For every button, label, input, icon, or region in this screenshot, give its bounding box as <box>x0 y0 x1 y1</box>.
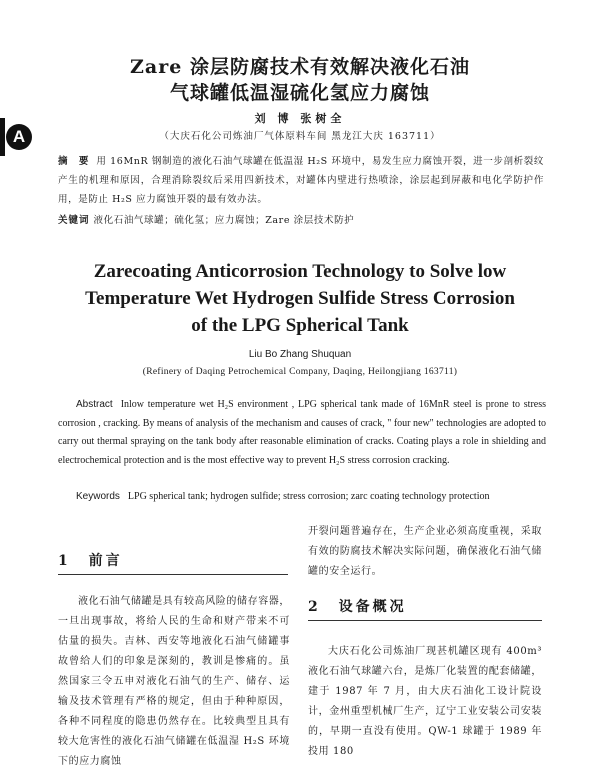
en-keywords-label: Keywords <box>76 491 120 502</box>
en-affiliation: (Refinery of Daqing Petrochemical Company, Daqing, Heilongjiang 163711) <box>142 367 458 377</box>
section-1-heading <box>58 550 123 570</box>
en-abstract-label: Abstract <box>76 399 113 410</box>
en-abstract-text: Inlow temperature wet H₂S environment , LPG spherical tank made of 16MnR steel is prone to stress corrosion , cracking. By means of analysis of the mechanism and causes of crack, " four new" technologies are adopted to carry out thermal spraying on the tank body after reasonable elimination of cracks. Coating plays a role in shielding and electrochemical protection and is the most effective way to prevent H₂S stress corrosion cracking. <box>58 399 546 466</box>
en-keywords <box>58 488 546 507</box>
cn-authors: 刘 博 张树全 <box>254 112 346 125</box>
cn-abstract <box>58 152 544 209</box>
section-2-rule <box>308 620 542 621</box>
cn-title-line1: Zare 涂层防腐技术有效解决液化石油 <box>130 56 470 78</box>
section-2-heading <box>308 596 407 616</box>
en-title-line1: Zarecoating Anticorrosion Technology to Solve low <box>93 261 507 282</box>
section-1-number: 1 <box>58 553 71 569</box>
cn-abstract-text: 用 16MnR 钢制造的液化石油气球罐在低温湿 H₂S 环境中，易发生应力腐蚀开裂，进一步剖析裂纹产生的机理和原因，合理消除裂纹后采用四新技术，对罐体内壁进行热喷涂，涂层起到屏蔽和电化学防护作用，是防止 H₂S 应力腐蚀开裂的最有效办法。 <box>58 156 545 205</box>
en-title-line3: of the LPG Spherical Tank <box>191 315 409 336</box>
cn-affiliation: （大庆石化公司炼油厂气体原料车间 黑龙江大庆 163711） <box>159 131 441 142</box>
section-2-number: 2 <box>308 599 321 615</box>
cn-title-line2: 气球罐低温湿硫化氢应力腐蚀 <box>169 82 430 104</box>
en-authors: Liu Bo Zhang Shuquan <box>248 349 352 360</box>
section-2-title: 设备概况 <box>338 599 407 615</box>
en-keywords-text: LPG spherical tank; hydrogen sulfide; stress corrosion; zarc coating technology protection <box>127 491 490 502</box>
cn-abstract-label: 摘 要 <box>58 156 93 167</box>
en-title-line2: Temperature Wet Hydrogen Sulfide Stress Corrosion <box>85 288 515 309</box>
section-badge: A <box>6 124 32 150</box>
right-column-bottom-text: 大庆石化公司炼油厂现甚机罐区现有 400m³ 液化石油气球罐六台，是炼厂化装置的配套储罐，建于 1987 年 7 月，由大庆石油化工设计院设计，金州重型机械厂生产，辽宁工业安装公司安装的，早期一直没有使用。QW-1 球罐于 1989 年投用 180 <box>308 646 542 757</box>
left-column-text: 液化石油气储罐是具有较高风险的储存容器，一旦出现事故，将给人民的生命和财产带来不可估量的损失。吉林、西安等地液化石油气储罐事故曾给人们的印象是深刻的，教训是惨痛的。虽然国家三令五申对液化石油气的生产、储存、运输及技术管理有严格的规定，但由于种种原因，各种不同程度的隐患仍然存在。比较典型且具有较大危害性的液化石油气储罐在低温湿 H₂S 环境下的应力腐蚀 <box>58 596 290 767</box>
cn-keywords <box>58 211 544 230</box>
cn-keywords-label: 关键词 <box>58 215 90 226</box>
cn-keywords-text: 液化石油气球罐；硫化氢；应力腐蚀；Zare 涂层技术防护 <box>93 215 355 226</box>
right-column-top-text: 开裂问题普遍存在，生产企业必须高度重视，采取有效的防腐技术解决实际问题，确保液化石油气储罐的安全运行。 <box>308 526 542 577</box>
en-abstract <box>58 396 546 470</box>
section-1-rule <box>58 574 288 575</box>
section-1-title: 前言 <box>88 553 123 569</box>
